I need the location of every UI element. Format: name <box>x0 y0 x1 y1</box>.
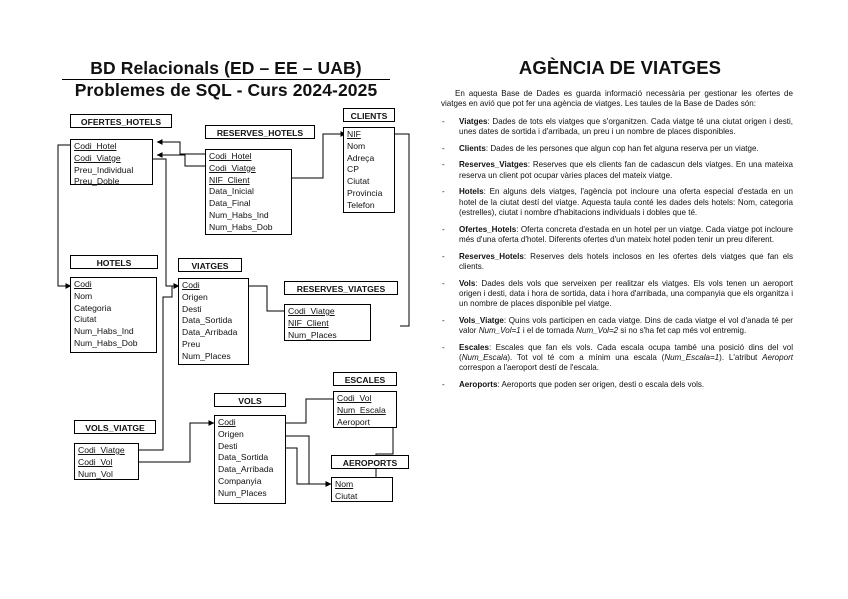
field: Num_Habs_Dob <box>209 221 273 232</box>
field: Nom <box>335 479 354 489</box>
table-aeroports <box>331 477 393 502</box>
field: Adreça <box>347 152 375 163</box>
field: Desti <box>218 440 238 451</box>
item-text: si no s'ha fet cap més vol entremig. <box>618 326 747 336</box>
diagram-subtitle: Problemes de SQL - Curs 2024-2025 <box>74 80 378 100</box>
item-text: : Dades dels vols que serveixen per realitzar els viatges. Els vols tenen un aeroport origen i desti, data i hora de sortida, data i hora d'arribada, una companyia que els organitza i un nombre de places disponible pel viatge. <box>459 278 793 309</box>
field: Data_Arribada <box>182 327 238 338</box>
field: Nom <box>347 140 366 151</box>
field: NIF_Client <box>209 174 250 185</box>
table-name: Reserves_Viatges <box>459 160 528 170</box>
item-text: : En alguns dels viatges, l'agència pot incloure una oferta especial d'estada en un hotel de la ciutat destí del viatge. Aquesta taula conté les dades dels hotels: Nom, categoria (estrelles), ciutat i nombre d'habitacions individuals i dobles que té. <box>459 187 793 217</box>
table-name: Ofertes_Hotels <box>459 224 517 234</box>
bullet-dash: - <box>442 160 445 170</box>
table-reserves-viatges <box>284 304 371 341</box>
table-aeroports-title: AEROPORTS <box>331 455 409 469</box>
field: Num_Places <box>288 329 337 340</box>
link-escales-aeroports <box>359 422 393 484</box>
bullet-dash: - <box>442 251 445 261</box>
table-vols-viatge <box>74 443 139 480</box>
table-name: Vols <box>459 278 476 288</box>
field: Codi_Viatge <box>288 306 335 316</box>
field: Codi <box>182 280 200 290</box>
field: NIF <box>347 129 361 139</box>
item-text: : Quins vols participen en cada viatge. Dins de cada viatge el vol d'anada té per valor <box>459 315 793 336</box>
list-item <box>441 252 793 273</box>
table-escales-title: ESCALES <box>333 372 397 386</box>
table-clients-title: CLIENTS <box>343 108 395 122</box>
field: Data_Inicial <box>209 186 254 197</box>
table-escales <box>333 391 397 428</box>
list-item <box>441 160 793 181</box>
diagram-title: BD Relacionals (ED – EE – UAB) <box>90 58 362 78</box>
list-item <box>441 279 793 310</box>
table-name: Clients <box>459 143 486 153</box>
field: Ciutat <box>335 490 358 501</box>
list-item <box>441 144 793 154</box>
link-reserves-hotels-ofertes-hotel <box>157 142 208 154</box>
table-ofertes-hotels <box>70 139 153 185</box>
field: Telefon <box>347 199 375 210</box>
table-reserves-hotels <box>205 149 292 235</box>
table-hotels <box>70 277 157 353</box>
bullet-dash: - <box>442 224 445 234</box>
item-text: : Reserves dels hotels inclosos en les ofertes dels viatges que fan els clients. <box>459 251 793 271</box>
item-text: : Reserves que els clients fan de cadascun dels viatges. En una mateixa reserva un client pot ocupar vàries places del mateix viatge. <box>459 160 793 180</box>
bullet-dash: - <box>442 143 445 153</box>
bullet-dash: - <box>442 278 445 288</box>
bullet-dash: - <box>442 187 445 197</box>
item-emphasis: Aeroport <box>762 353 793 363</box>
item-text: : Aeroports que poden ser origen, desti o escala dels vols. <box>497 380 705 390</box>
field: Codi_Viatge <box>74 152 121 163</box>
field: Companyia <box>218 475 262 486</box>
table-name: Vols_Viatge <box>459 315 504 325</box>
field: Data_Sortida <box>218 452 269 463</box>
description <box>441 89 793 397</box>
field: Num_Escala <box>337 404 386 415</box>
table-vols-title: VOLS <box>214 393 286 407</box>
table-viatges <box>178 278 249 365</box>
field: Num_Habs_Ind <box>209 209 269 220</box>
field: Codi_Viatge <box>78 445 125 455</box>
table-vols-viatge-title: VOLS_VIATGE <box>74 420 156 434</box>
list-item <box>441 343 793 374</box>
field: Codi_Hotel <box>209 151 252 161</box>
intro-paragraph: En aquesta Base de Dades es guarda informació necessària per gestionar les ofertes de viatges en avió que pot fer una agència de viatges. Les taules de la Base de Dades són: <box>441 89 793 109</box>
bullet-dash: - <box>442 380 445 390</box>
field: Num_Places <box>218 487 267 498</box>
field: Provincia <box>347 187 383 198</box>
field: Num_Habs_Ind <box>74 326 134 337</box>
field: Ciutat <box>74 314 97 325</box>
list-item <box>441 187 793 218</box>
field: Aeroport <box>337 416 370 427</box>
field: Ciutat <box>347 176 370 187</box>
field: Codi_Hotel <box>74 141 117 151</box>
table-hotels-title: HOTELS <box>70 255 158 269</box>
field: Origen <box>218 428 244 439</box>
table-vols <box>214 415 286 504</box>
field: Codi <box>218 417 236 427</box>
list-item <box>441 117 793 138</box>
link-reserves-hotels-ofertes-viatge <box>157 155 208 166</box>
field: Data_Sortida <box>182 315 233 326</box>
field: Codi_Vol <box>337 393 372 403</box>
table-reserves-hotels-title: RESERVES_HOTELS <box>205 125 315 139</box>
item-emphasis: Num_Vol=2 <box>576 326 619 336</box>
field: Num_Places <box>182 350 231 361</box>
bullet-dash: - <box>442 116 445 126</box>
table-name: Viatges <box>459 116 488 126</box>
table-name: Hotels <box>459 187 484 197</box>
table-viatges-title: VIATGES <box>178 258 242 272</box>
field: Desti <box>182 303 202 314</box>
table-clients <box>343 127 395 213</box>
item-text: ). Tot vol té com a mínim una escala ( <box>507 353 665 363</box>
item-text: : Dades de les persones que algun cop han fet alguna reserva per un viatge. <box>485 143 759 153</box>
table-name: Escales <box>459 342 489 352</box>
table-name: Aeroports <box>459 380 498 390</box>
field: CP <box>347 164 359 175</box>
field: Data_Final <box>209 198 251 209</box>
item-text: ). L'atribut <box>719 353 763 363</box>
field: Codi <box>74 279 92 289</box>
field: Num_Habs_Dob <box>74 337 138 348</box>
agency-title: AGÈNCIA DE VIATGES <box>518 57 722 78</box>
field: Preu_Individual <box>74 164 134 175</box>
item-text: : Dades de tots els viatges que s'organitzen. Cada viatge té una ciutat origen i desti, unes dates de sortida i d'arribada, un preu i un nombre de places disponibles. <box>459 116 793 136</box>
item-emphasis: Num_Escala=1 <box>664 353 720 363</box>
item-emphasis: Num_Escala <box>461 353 508 363</box>
table-name: Reserves_Hotels <box>459 251 524 261</box>
item-text: : Oferta concreta d'estada en un hotel per un viatge. Cada viatge pot incloure més d'una oferta d'hotel. Diferents ofertes d'un mateix hotel poden tenir un preu diferent. <box>459 224 793 244</box>
field: Preu <box>182 338 201 349</box>
bullet-dash: - <box>442 315 445 325</box>
field: Nom <box>74 290 93 301</box>
field: Num_Vol <box>78 468 113 479</box>
list-item <box>441 225 793 246</box>
field: Codi_Viatge <box>209 162 256 173</box>
list-item <box>441 316 793 337</box>
item-text: correspon a l'aeroport destí de l'escala. <box>459 363 599 373</box>
item-emphasis: Num_Vol=1 <box>478 326 521 336</box>
list-item <box>441 380 793 390</box>
table-reserves-viatges-title: RESERVES_VIATGES <box>284 281 398 295</box>
field: NIF_Client <box>288 317 329 328</box>
table-ofertes-hotels-title: OFERTES_HOTELS <box>70 114 172 128</box>
field: Preu_Doble <box>74 176 120 187</box>
item-text: : Escales que fan els vols. Cada escala ocupa també una posició dins del vol ( <box>459 342 793 363</box>
item-text: i el de tornada <box>520 326 577 336</box>
field: Codi_Vol <box>78 456 113 467</box>
field: Origen <box>182 291 208 302</box>
bullet-dash: - <box>442 342 445 352</box>
field: Data_Arribada <box>218 464 274 475</box>
field: Categoria <box>74 302 112 313</box>
